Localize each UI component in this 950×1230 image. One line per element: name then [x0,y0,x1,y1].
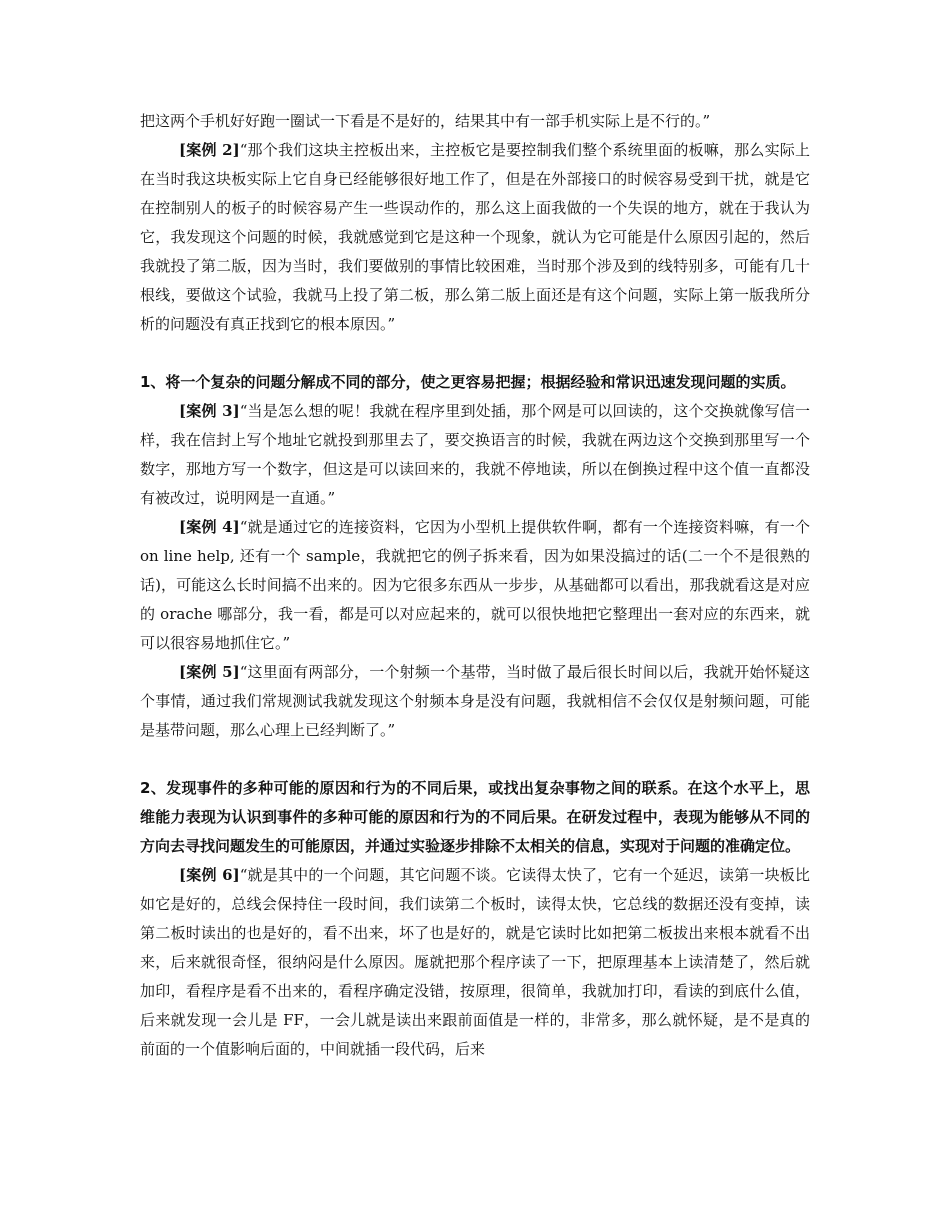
case-3-text: “当是怎么想的呢！我就在程序里到处插，那个网是可以回读的，这个交换就像写信一样，我在信封上写个地址它就投到那里去了，要交换语言的时候，我就在两边这个交换到那里写一个数字，那地方写一个数字，但这是可以读回来的，我就不停地读，所以在倒换过程中这个值一直都没有被改过，说明网是一直通。” [140,402,810,507]
case-2-text: “那个我们这块主控板出来，主控板它是要控制我们整个系统里面的板嘛，那么实际上在当时我这块板实际上它自身已经能够很好地工作了，但是在外部接口的时候容易受到干扰，就是它在控制别人的板子的时候容易产生一些误动作的，那么这上面我做的一个失误的地方，就在于我认为它，我发现这个问题的时候，我就感觉到它是这种一个现象，就认为它可能是什么原因引起的，然后我就投了第二版，因为当时，我们要做别的事情比较困难，当时那个涉及到的线特别多，可能有几十根线，要做这个试验，我就马上投了第二板，那么第二版上面还是有这个问题，实际上第一版我所分析的问题没有真正找到它的根本原因。” [140,141,810,333]
case-3-label: [案例 3] [179,402,240,420]
case-5-paragraph [140,658,810,745]
case-6-paragraph [140,861,810,1064]
case-4-paragraph [140,513,810,658]
case-4-label: [案例 4] [179,518,240,536]
paragraph-continuation: 把这两个手机好好跑一圈试一下看是不是好的，结果其中有一部手机实际上是不行的。” [140,112,711,130]
case-5-text: “这里面有两部分，一个射频一个基带，当时做了最后很长时间以后，我就开始怀疑这个事情，通过我们常规测试我就发现这个射频本身是没有问题，我就相信不会仅仅是射频问题，可能是基带问题，那么心理上已经判断了。” [140,663,810,739]
case-2-paragraph [140,136,810,339]
case-3-paragraph [140,397,810,513]
case-5-label: [案例 5] [179,663,240,681]
section-heading-1: 1、将一个复杂的问题分解成不同的部分，使之更容易把握；根据经验和常识迅速发现问题的实质。 [140,373,796,391]
section-heading-2: 2、发现事件的多种可能的原因和行为的不同后果，或找出复杂事物之间的联系。在这个水平上，思维能力表现为认识到事件的多种可能的原因和行为的不同后果。在研发过程中，表现为能够从不同的方向去寻找问题发生的可能原因，并通过实验逐步排除不太相关的信息，实现对于问题的准确定位。 [140,779,810,855]
case-2-label: [案例 2] [179,141,240,159]
case-4-text: “就是通过它的连接资料，它因为小型机上提供软件啊，都有一个连接资料嘛，有一个 on line help, 还有一个 sample，我就把它的例子拆来看，因为如果没搞过的话(二一个不是很熟的话)，可能这么长时间搞不出来的。因为它很多东西从一步步，从基础都可以看出，那我就看这是对应的 orache 哪部分，我一看，都是可以对应起来的，就可以很快地把它整理出一套对应的东西来，就可以很容易地抓住它。” [140,518,810,652]
case-6-label: [案例 6] [179,866,240,884]
case-6-text: “就是其中的一个问题，其它问题不谈。它读得太快了，它有一个延迟，读第一块板比如它是好的，总线会保持住一段时间，我们读第二个板时，读得太快，它总线的数据还没有变掉，读第二板时读出的也是好的，看不出来，坏了也是好的，就是它读时比如把第二板拔出来根本就看不出来，后来就很奇怪，很纳闷是什么原因。厖就把那个程序读了一下，把原理基本上读清楚了，然后就加印，看程序是看不出来的，看程序确定没错，按原理，很简单，我就加打印，看读的到底什么值，后来就发现一会儿是 FF，一会儿就是读出来跟前面值是一样的，非常多，那么就怀疑，是不是真的前面的一个值影响后面的，中间就插一段代码，后来 [140,866,810,1058]
